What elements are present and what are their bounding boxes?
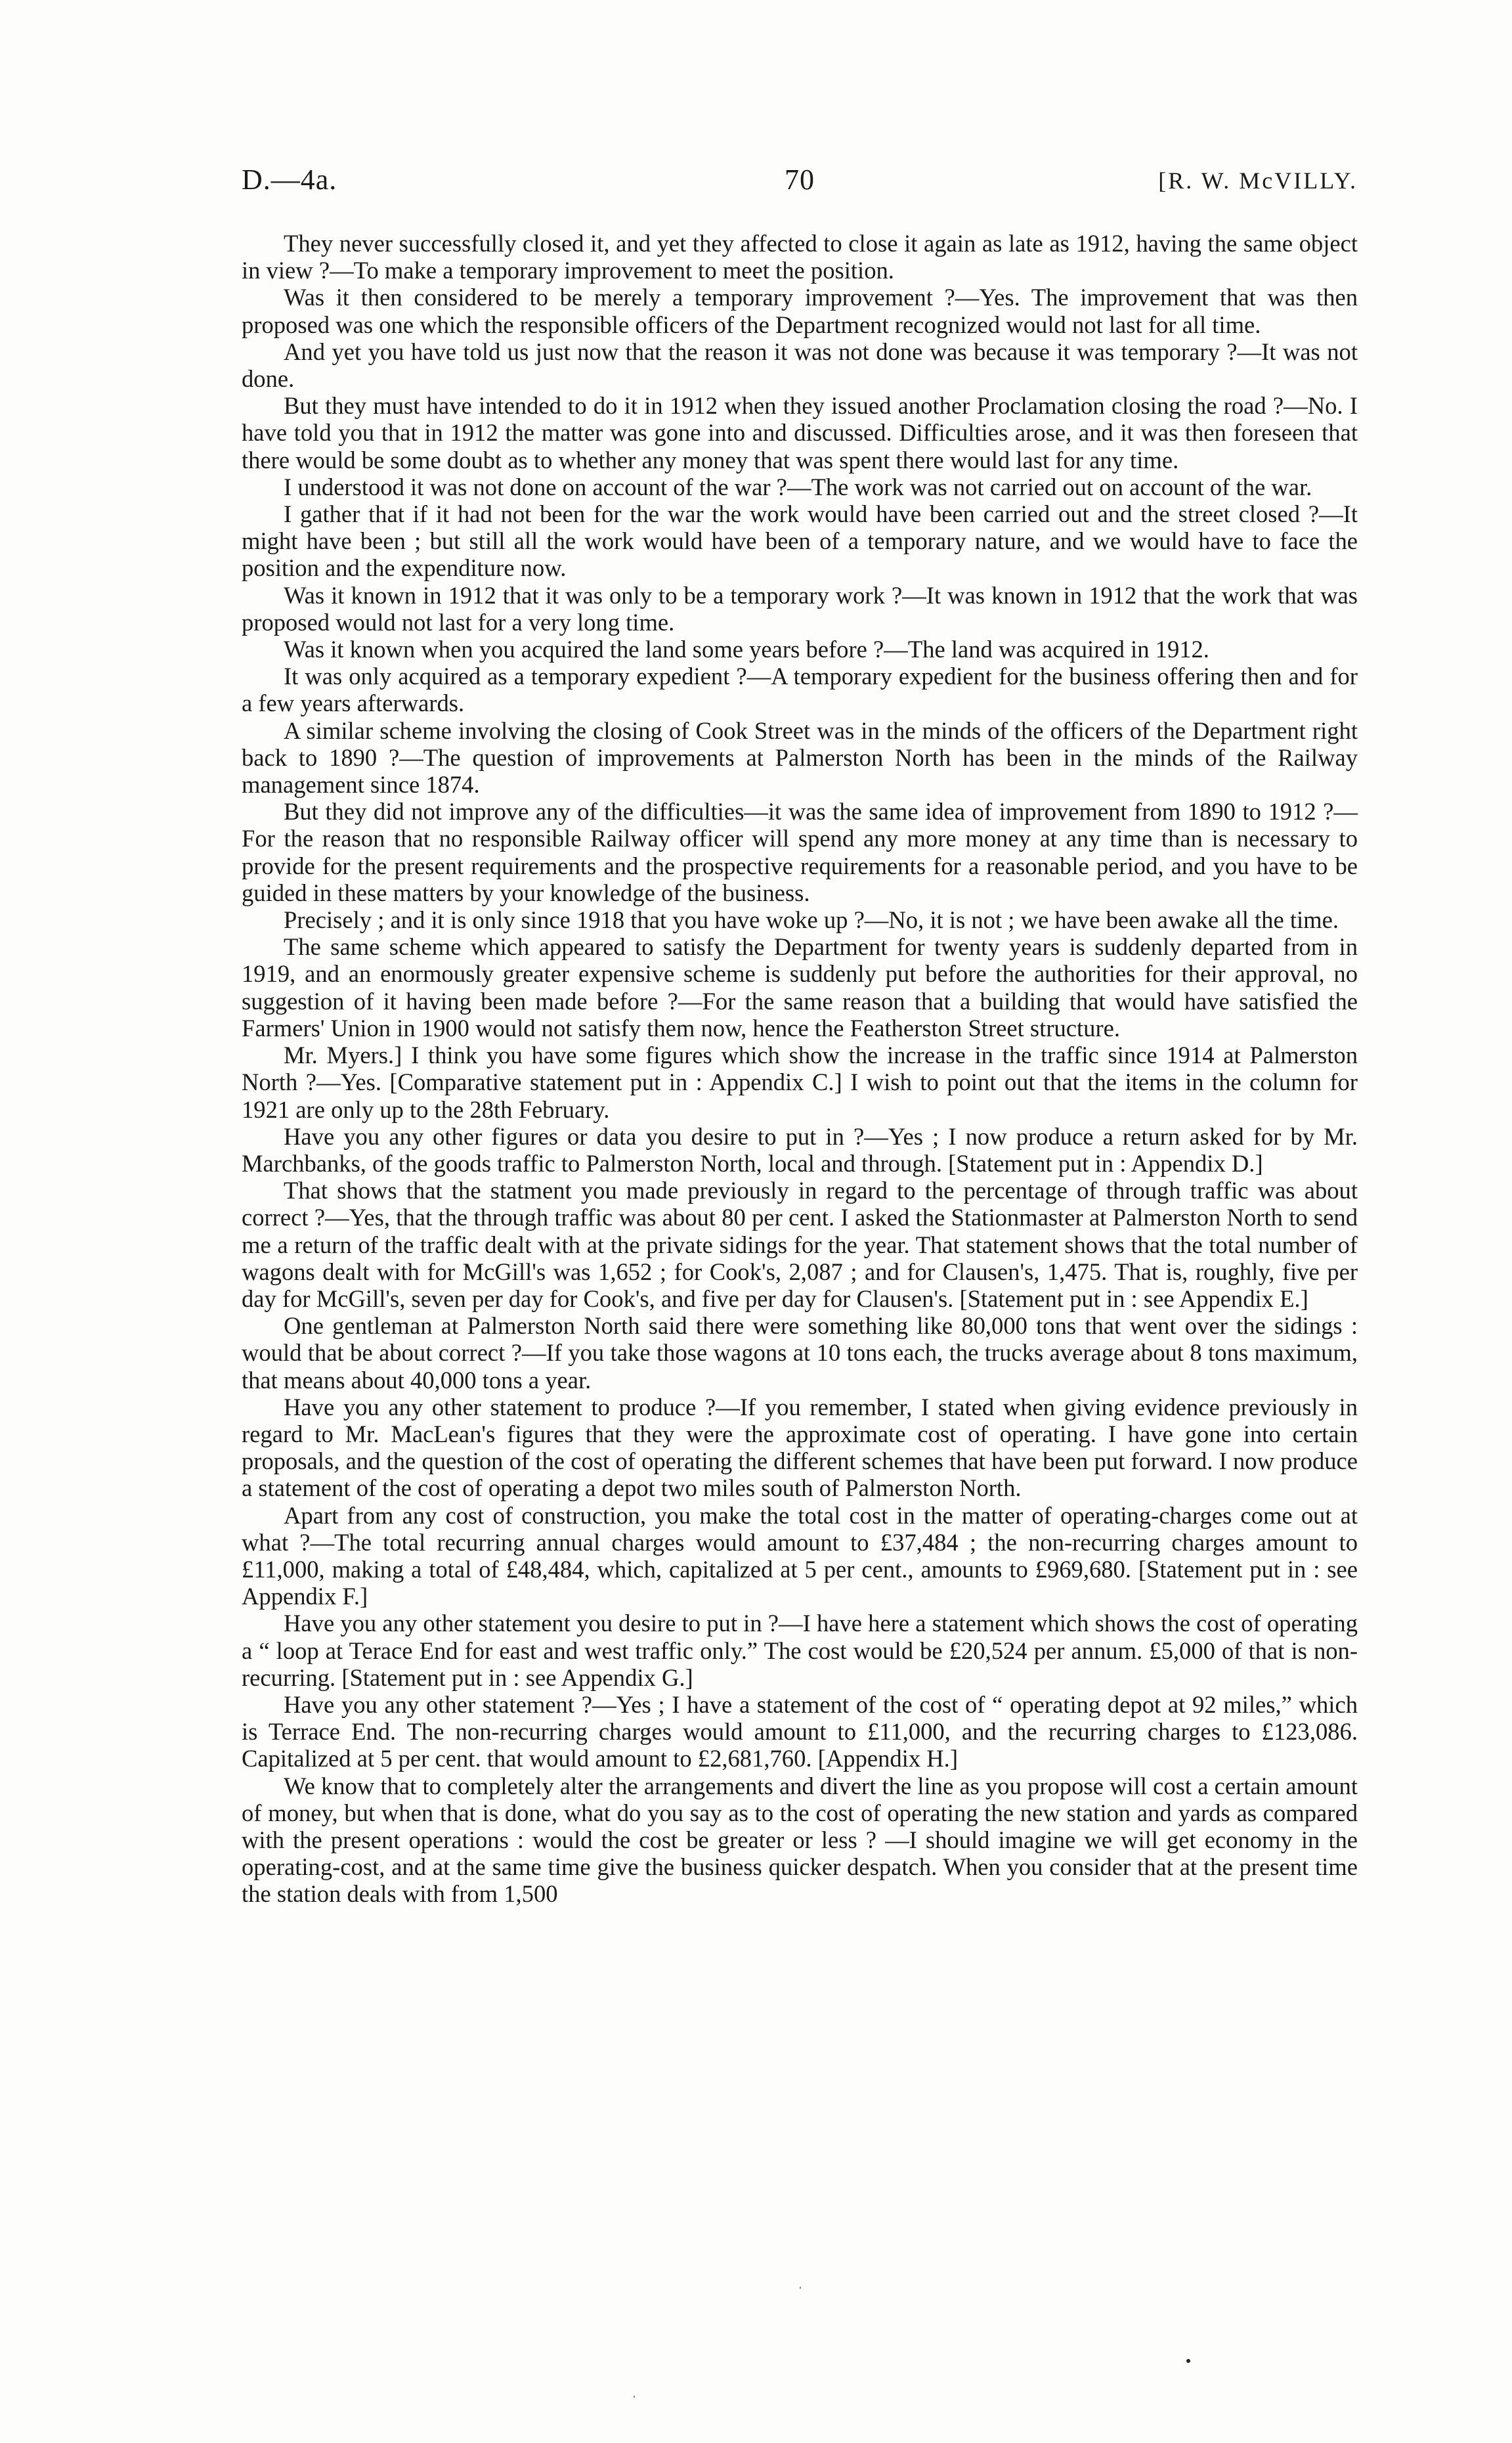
- paragraph: One gentleman at Palmerston North said there were something like 80,000 tons that went over the sidings : would that be about correct ?—If you take those wagons at 10 tons each, the trucks average about 8 tons maximum, that means about 40,000 tons a year.: [242, 1312, 1358, 1394]
- paragraph: Have you any other figures or data you desire to put in ?—Yes ; I now produce a return asked for by Mr. Marchbanks, of the goods traffic to Palmerston North, local and through. [Statement put in : Appendix D.]: [242, 1122, 1358, 1177]
- paragraph: Was it known when you acquired the land some years before ?—The land was acquired in 1912.: [284, 636, 1209, 663]
- scan-speck: [800, 2287, 801, 2289]
- page-number: 70: [785, 164, 815, 196]
- evidence-text: [242, 230, 1358, 1908]
- paragraph: But they must have intended to do it in 1912 when they issued another Proclamation closing the road ?—No. I have told you that in 1912 the matter was gone into and discussed. Difficulties arose, and it was then foreseen that there would be some doubt as to whether any money that was spent there would last for any time.: [242, 392, 1358, 473]
- paragraph: It was only acquired as a temporary expedient ?—A temporary expedient for the business offering then and for a few years afterwards.: [242, 663, 1358, 717]
- paragraph: Apart from any cost of construction, you make the total cost in the matter of operating-charges come out at what ?—The total recurring annual charges would amount to £37,484 ; the non-recurring charges amount to £11,000, making a total of £48,484, which, capitalized at 5 per cent., amounts to £969,680. [Statement put in : see Appendix F.]: [242, 1501, 1358, 1610]
- paragraph: A similar scheme involving the closing of Cook Street was in the minds of the officers of the Department right back to 1890 ?—The question of improvements at Palmerston North has been in the minds of the Railway management since 1874.: [242, 716, 1358, 799]
- paragraph: They never successfully closed it, and yet they affected to close it again as late as 1912, having the same object in view ?—To make a temporary improvement to meet the position.: [242, 230, 1358, 284]
- paragraph: I gather that if it had not been for the war the work would have been carried out and the street closed ?—It might have been ; but still all the work would have been of a temporary nature, and we would have to face the position and the expenditure now.: [242, 500, 1358, 582]
- witness-name: [R. W. McVILLY.: [1158, 167, 1358, 194]
- paragraph: The same scheme which appeared to satisfy the Department for twenty years is suddenly departed from in 1919, and an enormously greater expensive scheme is suddenly put before the authorities for their approval, no suggestion of it having been made before ?—For the same reason that a building that would have satisfied the Farmers' Union in 1900 would not satisfy them now, hence the Featherston Street structure.: [242, 933, 1358, 1042]
- paragraph: Mr. Myers.] I think you have some figures which show the increase in the traffic since 1914 at Palmerston North ?—Yes. [Comparative statement put in : Appendix C.] I wish to point out that the items in the column for 1921 are only up to the 28th February.: [242, 1042, 1358, 1123]
- paragraph: Have you any other statement ?—Yes ; I have a statement of the cost of “ operating depot at 92 miles,” which is Terrace End. The non-recurring charges would amount to £11,000, and the recurring charges to £123,086. Capitalized at 5 per cent. that would amount to £2,681,760. [Appendix H.]: [242, 1690, 1358, 1772]
- paragraph: Was it then considered to be merely a temporary improvement ?—Yes. The improvement that was then proposed was one which the responsible officers of the Department recognized would not last for all time.: [242, 284, 1358, 338]
- paragraph: Have you any other statement to produce ?—If you remember, I stated when giving evidence previously in regard to Mr. MacLean's figures that they were the approximate cost of operating. I have gone into certain proposals, and the question of the cost of operating the different schemes that have been put forward. I now produce a statement of the cost of operating a depot two miles south of Palmerston North.: [242, 1393, 1358, 1502]
- paragraph: And yet you have told us just now that the reason it was not done was because it was temporary ?—It was not done.: [242, 338, 1358, 393]
- paragraph: That shows that the statment you made previously in regard to the percentage of through traffic was about correct ?—Yes, that the through traffic was about 80 per cent. I asked the Stationmaster at Palmerston North to send me a return of the traffic dealt with at the private sidings for the year. That statement shows that the total number of wagons dealt with for McGill's was 1,652 ; for Cook's, 2,087 ; and for Clausen's, 1,475. That is, roughly, five per day for McGill's, seven per day for Cook's, and five per day for Clausen's. [Statement put in : see Appendix E.]: [242, 1177, 1358, 1312]
- paragraph: Have you any other statement you desire to put in ?—I have here a statement which shows the cost of operating a “ loop at Terace End for east and west traffic only.” The cost would be £20,524 per annum. £5,000 of that is non-recurring. [Statement put in : see Appendix G.]: [242, 1610, 1358, 1691]
- page-header: [242, 163, 1358, 209]
- paragraph: Was it known in 1912 that it was only to be a temporary work ?—It was known in 1912 that the work that was proposed would not last for a very long time.: [242, 581, 1358, 636]
- paragraph: We know that to completely alter the arrangements and divert the line as you propose will cost a certain amount of money, but when that is done, what do you say as to the cost of operating the new station and yards as compared with the present operations : would the cost be greater or less ? —I should imagine we will get economy in the operating-cost, and at the same time give the business quicker despatch. When you consider that at the present time the station deals with from 1,500: [242, 1772, 1358, 1908]
- document-reference: D.—4a.: [242, 164, 337, 196]
- scan-speck: [634, 2396, 635, 2398]
- paragraph: But they did not improve any of the difficulties—it was the same idea of improvement from 1890 to 1912 ?—For the reason that no responsible Railway officer will spend any more money at any time than is necessary to provide for the present requirements and the prospective requirements for a reasonable period, and you have to be guided in these matters by your knowledge of the business.: [242, 798, 1358, 906]
- paragraph: Precisely ; and it is only since 1918 that you have woke up ?—No, it is not ; we have been awake all the time.: [284, 906, 1339, 934]
- paragraph: I understood it was not done on account of the war ?—The work was not carried out on account of the war.: [284, 473, 1312, 500]
- scan-dot: [1186, 2359, 1190, 2363]
